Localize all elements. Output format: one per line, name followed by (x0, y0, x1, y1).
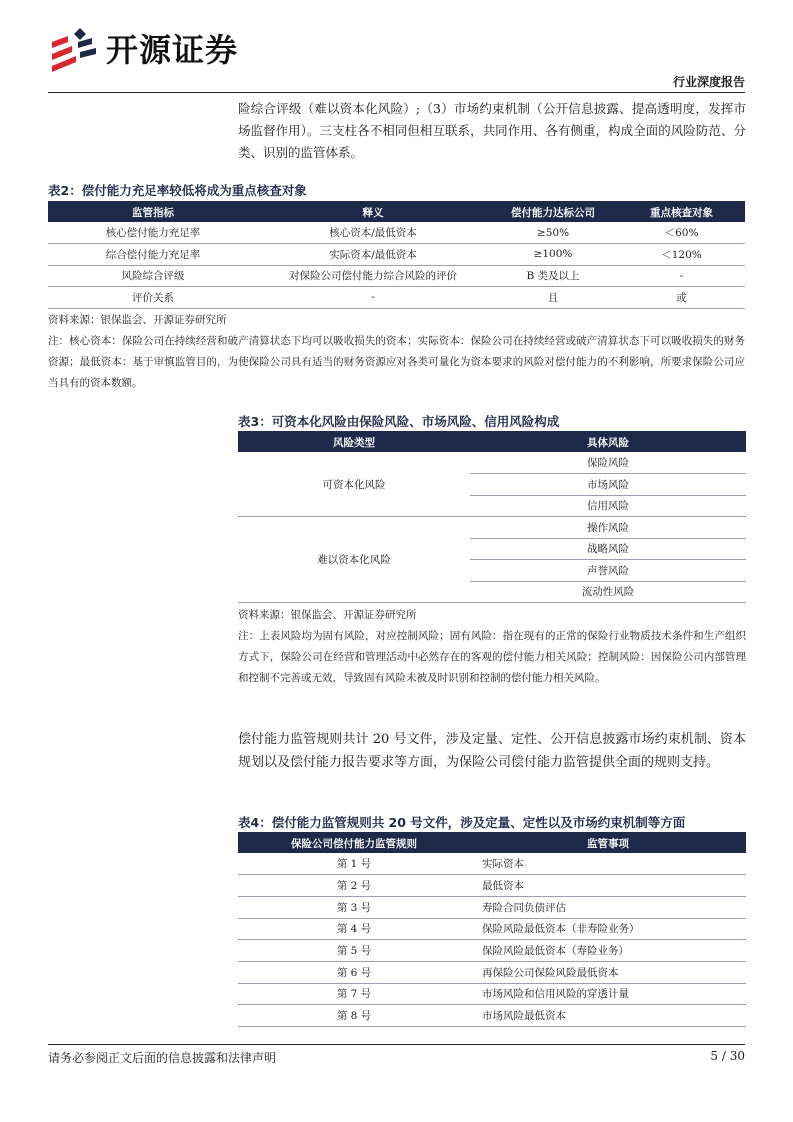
table-cell: 市场风险和信用风险的穿透计量 (470, 983, 746, 1005)
table-cell: 第 5 号 (238, 940, 470, 962)
table-cell: 评价关系 (48, 287, 258, 309)
table-row (238, 1005, 746, 1027)
risk-type-cell: 可资本化风险 (238, 452, 470, 517)
footer-divider (48, 1044, 745, 1045)
table4-header-cell: 监管事项 (470, 834, 746, 853)
table-cell: 操作风险 (470, 517, 746, 539)
table3-header-row (238, 433, 746, 452)
table-cell: 第 3 号 (238, 896, 470, 918)
footer-disclaimer: 请务必参阅正文后面的信息披露和法律声明 (48, 1051, 277, 1065)
table4-header-row (238, 834, 746, 853)
table-cell: - (258, 287, 488, 309)
table-cell: 或 (618, 287, 745, 309)
page-number: 5 / 30 (710, 1049, 745, 1063)
table-cell: 保险风险最低资本（寿险业务） (470, 940, 746, 962)
table-cell: 第 8 号 (238, 1005, 470, 1027)
table-row (238, 452, 746, 474)
table2-header-row (48, 203, 745, 222)
table-cell: ≥100% (488, 244, 618, 266)
table-cell: 第 6 号 (238, 961, 470, 983)
table-cell: 核心偿付能力充足率 (48, 222, 258, 244)
table-row (238, 983, 746, 1005)
table3-notes (238, 605, 746, 689)
risk-type-cell: 难以资本化风险 (238, 517, 470, 603)
table4-title: 表4：偿付能力监管规则共 20 号文件，涉及定量、定性以及市场约束机制等方面 (238, 815, 686, 830)
body-paragraph-2: 偿付能力监管规则共计 20 号文件，涉及定量、定性、公开信息披露市场约束机制、资本规划以及偿付能力报告要求等方面，为保险公司偿付能力监管提供全面的规则支持。 (238, 732, 746, 770)
table2-header-cell: 监管指标 (48, 203, 258, 222)
table-cell: 最低资本 (470, 875, 746, 897)
table-cell: 对保险公司偿付能力综合风险的评价 (258, 265, 488, 287)
table2-header-cell: 重点核查对象 (618, 203, 745, 222)
table-row (238, 896, 746, 918)
table-cell: B 类及以上 (488, 265, 618, 287)
table3-header-cell: 具体风险 (470, 433, 746, 452)
table-row (48, 222, 745, 244)
table-cell: 信用风险 (470, 495, 746, 517)
table3-header-cell: 风险类型 (238, 433, 470, 452)
table-cell: 风险综合评级 (48, 265, 258, 287)
table2-header-cell: 偿付能力达标公司 (488, 203, 618, 222)
table-cell: 第 1 号 (238, 853, 470, 875)
table4-header-cell: 保险公司偿付能力监管规则 (238, 834, 470, 853)
table-row (48, 287, 745, 309)
table-cell: 核心资本/最低资本 (258, 222, 488, 244)
table4 (238, 834, 746, 1027)
table-row (238, 875, 746, 897)
table-cell: 战略风险 (470, 538, 746, 560)
table-row (238, 961, 746, 983)
report-type: 行业深度报告 (672, 75, 745, 89)
brand-mark-icon (48, 28, 100, 72)
table-row (238, 517, 746, 539)
table-cell: 第 4 号 (238, 918, 470, 940)
table-cell: 综合偿付能力充足率 (48, 244, 258, 266)
header-divider (48, 92, 745, 93)
table-cell: 寿险合同负债评估 (470, 896, 746, 918)
table-cell: ≥50% (488, 222, 618, 244)
table-cell: 声誉风险 (470, 560, 746, 582)
table-cell: 再保险公司保险风险最低资本 (470, 961, 746, 983)
brand-name: 开源证券 (106, 31, 239, 69)
table-row (238, 940, 746, 962)
table-cell: 保险风险最低资本（非寿险业务） (470, 918, 746, 940)
table-cell: ＜60% (618, 222, 745, 244)
table2-source: 资料来源：银保监会、开源证券研究所 (48, 314, 227, 326)
table-row (48, 244, 745, 266)
table-cell: 流动性风险 (470, 581, 746, 603)
table-row (48, 265, 745, 287)
brand-logo (48, 28, 238, 72)
table2-note: 注：核心资本：保险公司在持续经营和破产清算状态下均可以吸收损失的资本；实际资本：保险公司在持续经营或破产清算状态下可以吸收损失的财务资源；最低资本：基于审慎监管目的，为使保险公司具有适当的财务资源应对各类可量化为资本要求的风险对偿付能力的不利影响，所要求保险公司应当具有的资本数额。 (48, 335, 745, 389)
table3-source: 资料来源：银保监会、开源证券研究所 (238, 609, 417, 621)
table2-header-cell: 释义 (258, 203, 488, 222)
table-cell: ＜120% (618, 244, 745, 266)
table3-note: 注：上表风险均为固有风险，对应控制风险；固有风险：指在现有的正常的保险行业物质技术条件和生产组织方式下，保险公司在经营和管理活动中必然存在的客观的偿付能力相关风险；控制风险：因保险公司内部管理和控制不完善或无效，导致固有风险未被及时识别和控制的偿付能力相关风险。 (238, 630, 746, 684)
table3 (238, 433, 746, 603)
table-cell: - (618, 265, 745, 287)
table2 (48, 203, 745, 309)
table3-title: 表3：可资本化风险由保险风险、市场风险、信用风险构成 (238, 414, 560, 429)
table-cell: 市场风险最低资本 (470, 1005, 746, 1027)
table-cell: 第 7 号 (238, 983, 470, 1005)
body-paragraph-1: 险综合评级（难以资本化风险）;（3）市场约束机制（公开信息披露、提高透明度，发挥市场监督作用）。三支柱各不相同但相互联系，共同作用、各有侧重，构成全面的风险防范、分类、识别的监管体系。 (238, 101, 746, 160)
table-cell: 市场风险 (470, 474, 746, 496)
table-cell: 且 (488, 287, 618, 309)
table2-notes (48, 310, 745, 394)
table-cell: 第 2 号 (238, 875, 470, 897)
table-cell: 实际资本 (470, 853, 746, 875)
table-row (238, 853, 746, 875)
table-row (238, 918, 746, 940)
table-cell: 实际资本/最低资本 (258, 244, 488, 266)
table-cell: 保险风险 (470, 452, 746, 474)
table2-title: 表2：偿付能力充足率较低将成为重点核查对象 (48, 183, 307, 198)
